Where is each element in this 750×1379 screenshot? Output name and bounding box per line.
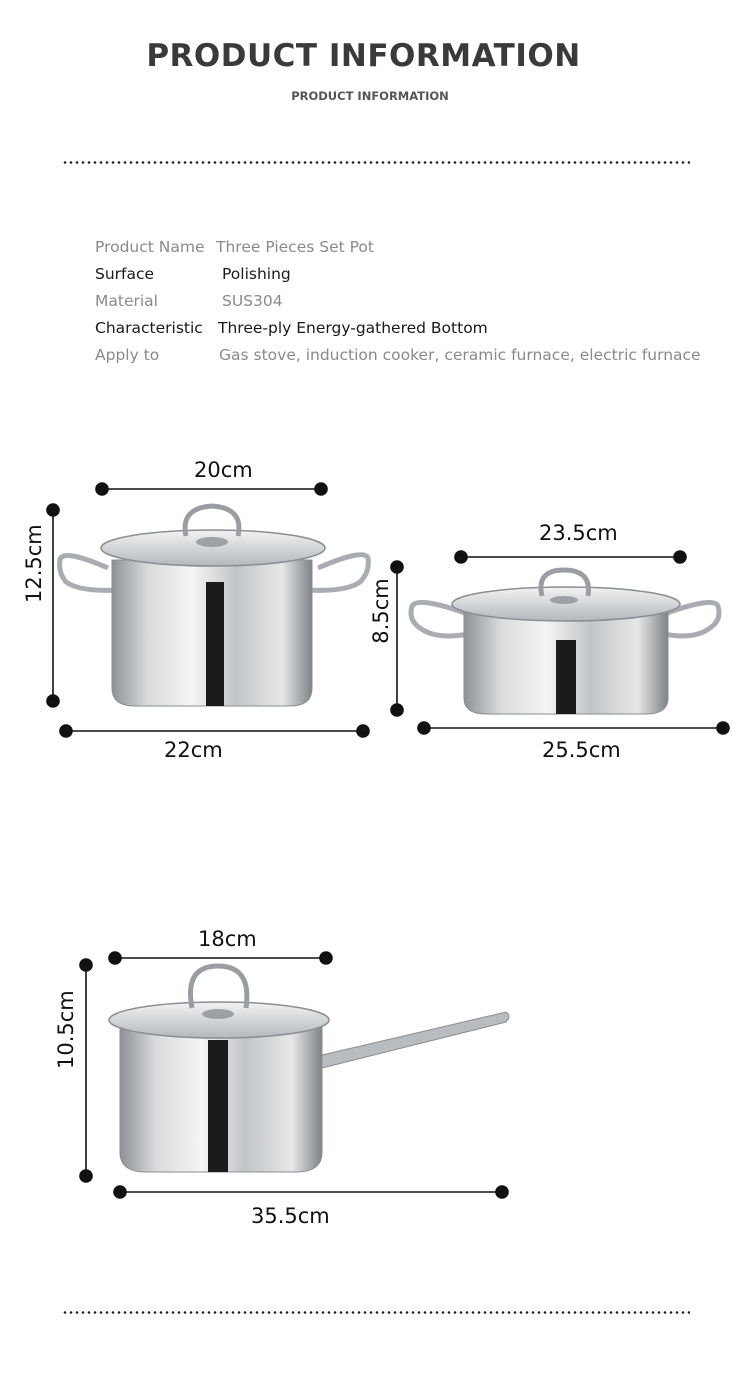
milk-pan-image [109,966,509,1172]
spec-label: Characteristic [95,319,203,337]
stock-pot-image [60,506,369,706]
spec-value: Three Pieces Set Pot [216,238,374,256]
spec-value: Three-ply Energy-gathered Bottom [218,319,488,337]
stock-pot-height: 12.5cm [22,524,46,603]
casserole-pot-top-diameter: 23.5cm [539,521,618,545]
stock-pot-top-diameter: 20cm [194,458,253,482]
spec-value: Gas stove, induction cooker, ceramic furnace, electric furnace [219,346,701,364]
spec-label: Apply to [95,346,160,364]
dotted-divider-bottom [62,1311,690,1314]
milk-pan-top-diameter: 18cm [198,927,257,951]
casserole-pot-width: 25.5cm [542,738,621,762]
casserole-pot-height: 8.5cm [369,578,393,644]
spec-value: SUS304 [222,292,283,310]
casserole-pot-image [411,570,719,714]
spec-label: Surface [95,265,155,283]
page-subtitle: PRODUCT INFORMATION [291,89,449,103]
stock-pot-width: 22cm [164,738,223,762]
milk-pan-width: 35.5cm [251,1204,330,1228]
spec-value: Polishing [222,265,291,283]
page-title: PRODUCT INFORMATION [146,38,581,74]
milk-pan-height: 10.5cm [54,990,78,1069]
spec-label: Product Name [95,238,205,256]
spec-label: Material [95,292,158,310]
